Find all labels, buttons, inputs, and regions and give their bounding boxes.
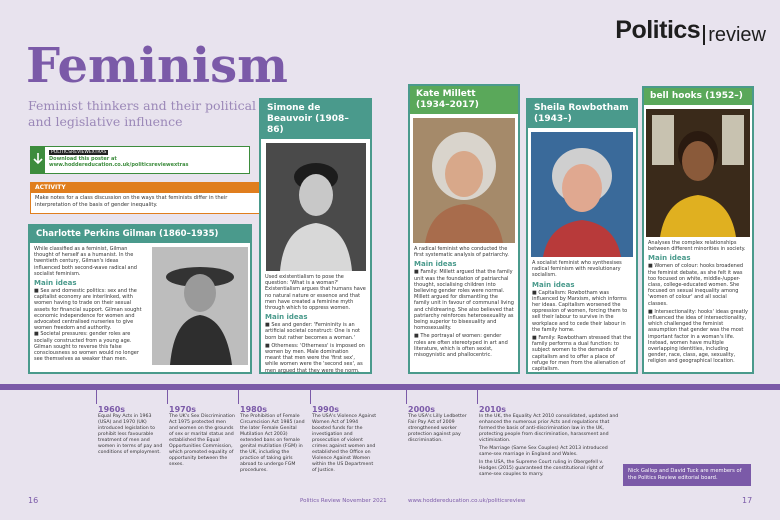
credit-names: Nick Gallop and David Tuck are members of <box>628 468 742 474</box>
footer-url[interactable]: www.hoddereducation.co.uk/politicsreview <box>408 498 526 504</box>
gilman-portrait <box>152 247 248 365</box>
card-gilman-p1: ■ Sex and domestic politics: sex and the capitalist economy are interlinked, with women having to trade on their sexual assets for financial support. Gilman sought economic independence for women and advocated centralised nurseries to give women freedom and authority. <box>34 288 142 332</box>
card-hooks <box>642 86 754 374</box>
timeline-1980s <box>240 405 306 474</box>
beauvoir-portrait <box>266 143 366 271</box>
footer-issue: Politics Review November 2021 <box>300 498 387 504</box>
timeline-text-2: The Marriage (Same Sex Couples) Act 2013 introduced same-sex marriage in England and Wales. <box>479 446 608 457</box>
timeline-year: 1970s <box>169 405 197 414</box>
card-rowbotham <box>526 98 638 374</box>
card-millett-intro: A radical feminist who conducted the first systematic analysis of patriarchy. <box>414 246 509 259</box>
download-icon <box>31 147 45 173</box>
card-beauvoir-intro: Used existentialism to pose the question: 'What is a woman?' Existentialism argues that humans have no natural nature or essence and that men have created a feminine myth through which to oppress women. <box>265 274 366 312</box>
card-millett <box>408 84 520 374</box>
card-hooks-p1: ■ Women of colour: hooks broadened the feminist debate, as she felt it was too focused on white, middle-/upper-class, college-educated women. She focused on sexual inequality among 'women of colour' and all social classes. <box>648 263 744 307</box>
timeline-tick <box>96 390 97 404</box>
timeline-text: Equal Pay Acts in 1963 (USA) and 1970 (UK) introduced legislation to prohibit less favourable treatment of men and women in terms of pay and conditions of employment. <box>98 414 163 455</box>
timeline-tick <box>406 390 407 404</box>
card-hooks-main-ideas: Main ideas <box>648 254 691 263</box>
card-gilman-intro: While classified as a feminist, Gilman thought of herself as a humanist. In the twentieth century, Gilman's ideas influenced both second-wave radical and socialist feminism. <box>34 246 137 277</box>
timeline-text: In the UK, the Equality Act 2010 consolidated, updated and enhanced the numerous prior Acts and regulations that formed the basis of anti-discrimination law in the UK, protecting people from discrimination, harassment and victimisation. <box>479 414 619 443</box>
extras-box[interactable] <box>30 146 250 174</box>
card-gilman-main-ideas: Main ideas <box>34 279 77 288</box>
card-hooks-name: bell hooks (1952–) <box>644 88 752 105</box>
timeline-year: 1980s <box>240 405 268 414</box>
card-beauvoir-p2: ■ Otherness: 'Otherness' is imposed on women by men. Male domination meant that men were the 'first sex', while women were the 'second sex', as men argued that they were the norm. <box>265 342 365 374</box>
timeline-tick <box>477 390 478 404</box>
card-millett-p2: ■ The portrayal of women: gender roles are often stereotyped in art and literature, which is often sexist, misogynistic and phallocentric. <box>414 333 508 359</box>
logo-main-text: Politics <box>615 16 701 44</box>
page-number-right: 17 <box>742 496 753 505</box>
timeline-text-3: In the USA, the Supreme Court ruling in Obergefell v. Hodges (2015) guaranteed the constitutional right of same-sex couples to marry. <box>479 460 604 477</box>
activity-box <box>30 182 260 214</box>
page-title: Feminism <box>26 38 288 94</box>
card-gilman-p2: ■ Societal pressures: gender roles are socially constructed from a young age. Gilman sought to reverse this false consciousness so women would no longer see themselves as weaker than men. <box>34 331 139 363</box>
card-gilman-name: Charlotte Perkins Gilman (1860–1935) <box>30 226 250 243</box>
timeline-1970s <box>169 405 235 468</box>
timeline-1960s <box>98 405 164 456</box>
card-gilman <box>28 224 252 374</box>
card-hooks-intro: Analyses the complex relationships between different minorities in society. <box>648 240 746 253</box>
extras-line1: Download this poster at <box>49 156 117 162</box>
timeline-text: The USA's Lilly Ledbetter Fair Pay Act of 2009 strengthened worker protection against pay discrimination. <box>408 414 467 443</box>
card-rowbotham-name: Sheila Rowbotham (1943–) <box>528 100 636 128</box>
card-millett-main-ideas: Main ideas <box>414 260 457 269</box>
author-credit <box>623 464 751 486</box>
timeline-year: 2010s <box>479 405 507 414</box>
card-rowbotham-intro: A socialist feminist who synthesises radical feminism with revolutionary socialism. <box>532 260 622 279</box>
rowbotham-portrait <box>531 132 633 257</box>
extras-link[interactable]: www.hoddereducation.co.uk/politicsreviewextras <box>49 162 189 168</box>
card-beauvoir-p1: ■ Sex and gender: 'Femininity is an artificial societal construct: One is not born but rather becomes a woman.' <box>265 322 360 341</box>
extras-tag: POLITICSREVIEWEXTRAS <box>51 150 107 155</box>
page-subtitle: Feminist thinkers and their political and legislative influence <box>28 98 257 129</box>
timeline-tick <box>167 390 168 404</box>
logo-sub-text: review <box>703 25 766 45</box>
timeline-text: The Prohibition of Female Circumcision Act 1985 (and the later Female Genital Mutilation Act 2003) extended bans on female genital mutilation (FGM) in the UK, including the practice of taking girls abroad to undergo FGM procedures. <box>240 414 305 473</box>
timeline-text: The UK's Sex Discrimination Act 1975 protected men and women on the grounds of sex or marital status and established the Equal Opportunities Commission, which promoted equality of opportunity between the sexes. <box>169 414 235 467</box>
politics-review-logo <box>615 16 766 45</box>
page-number-left: 16 <box>28 496 39 505</box>
millett-portrait <box>413 118 515 243</box>
credit-rest: the Politics Review editorial board. <box>628 475 718 481</box>
hooks-portrait <box>646 109 750 237</box>
card-millett-p1: ■ Family: Millett argued that the family unit was the foundation of patriarchal thought, socialising children into believing gender roles were normal. Millett argued for dismantling the family unit in favour of communal living and childrearing. She also believed that patriarchy reinforces heterosexuality as being superior to bisexuality and homosexuality. <box>414 269 514 332</box>
timeline-year: 2000s <box>408 405 436 414</box>
timeline-1990s <box>312 405 378 474</box>
card-beauvoir-name: Simone de Beauvoir (1908–86) <box>261 100 370 139</box>
activity-text: Make notes for a class discussion on the ways that feminists differ in their interpretation of the basis of gender inequality. <box>35 195 228 208</box>
card-rowbotham-p2: ■ Family: Rowbotham stressed that the family performs a dual function: to subject women to the demands of capitalism and to offer a place of refuge for men from the alienation of capitalism. <box>532 335 632 373</box>
timeline-2010s <box>479 405 619 478</box>
timeline-2000s <box>408 405 474 444</box>
timeline-year: 1990s <box>312 405 340 414</box>
activity-heading: ACTIVITY <box>31 183 259 193</box>
timeline-text: The USA's Violence Against Women Act of 1994 boosted funds for the investigation and prosecution of violent crimes against women and established the Office on Violence Against Women within the US Department of Justice. <box>312 414 377 473</box>
card-rowbotham-main-ideas: Main ideas <box>532 280 575 289</box>
card-hooks-p2: ■ Intersectionality: hooks' ideas greatly influenced the idea of intersectionality, which challenged the feminist assumption that gender was the most important factor in a woman's life. Instead, women have multiple overlapping identities, including gender, race, class, age, sexuality, religion and geographical location. <box>648 308 748 365</box>
timeline-tick <box>310 390 311 404</box>
card-rowbotham-p1: ■ Capitalism: Rowbotham was influenced by Marxism, which informs her ideas. Capitalism worsened the oppression of women, forcing them to sell their labour to survive in the workplace and to cede their labour in the family home. <box>532 289 628 333</box>
card-beauvoir <box>259 98 372 374</box>
timeline-year: 1960s <box>98 405 126 414</box>
card-millett-name: Kate Millett (1934–2017) <box>410 86 518 114</box>
timeline-tick <box>238 390 239 404</box>
timeline-bar <box>0 384 780 390</box>
card-beauvoir-main-ideas: Main ideas <box>265 313 308 322</box>
